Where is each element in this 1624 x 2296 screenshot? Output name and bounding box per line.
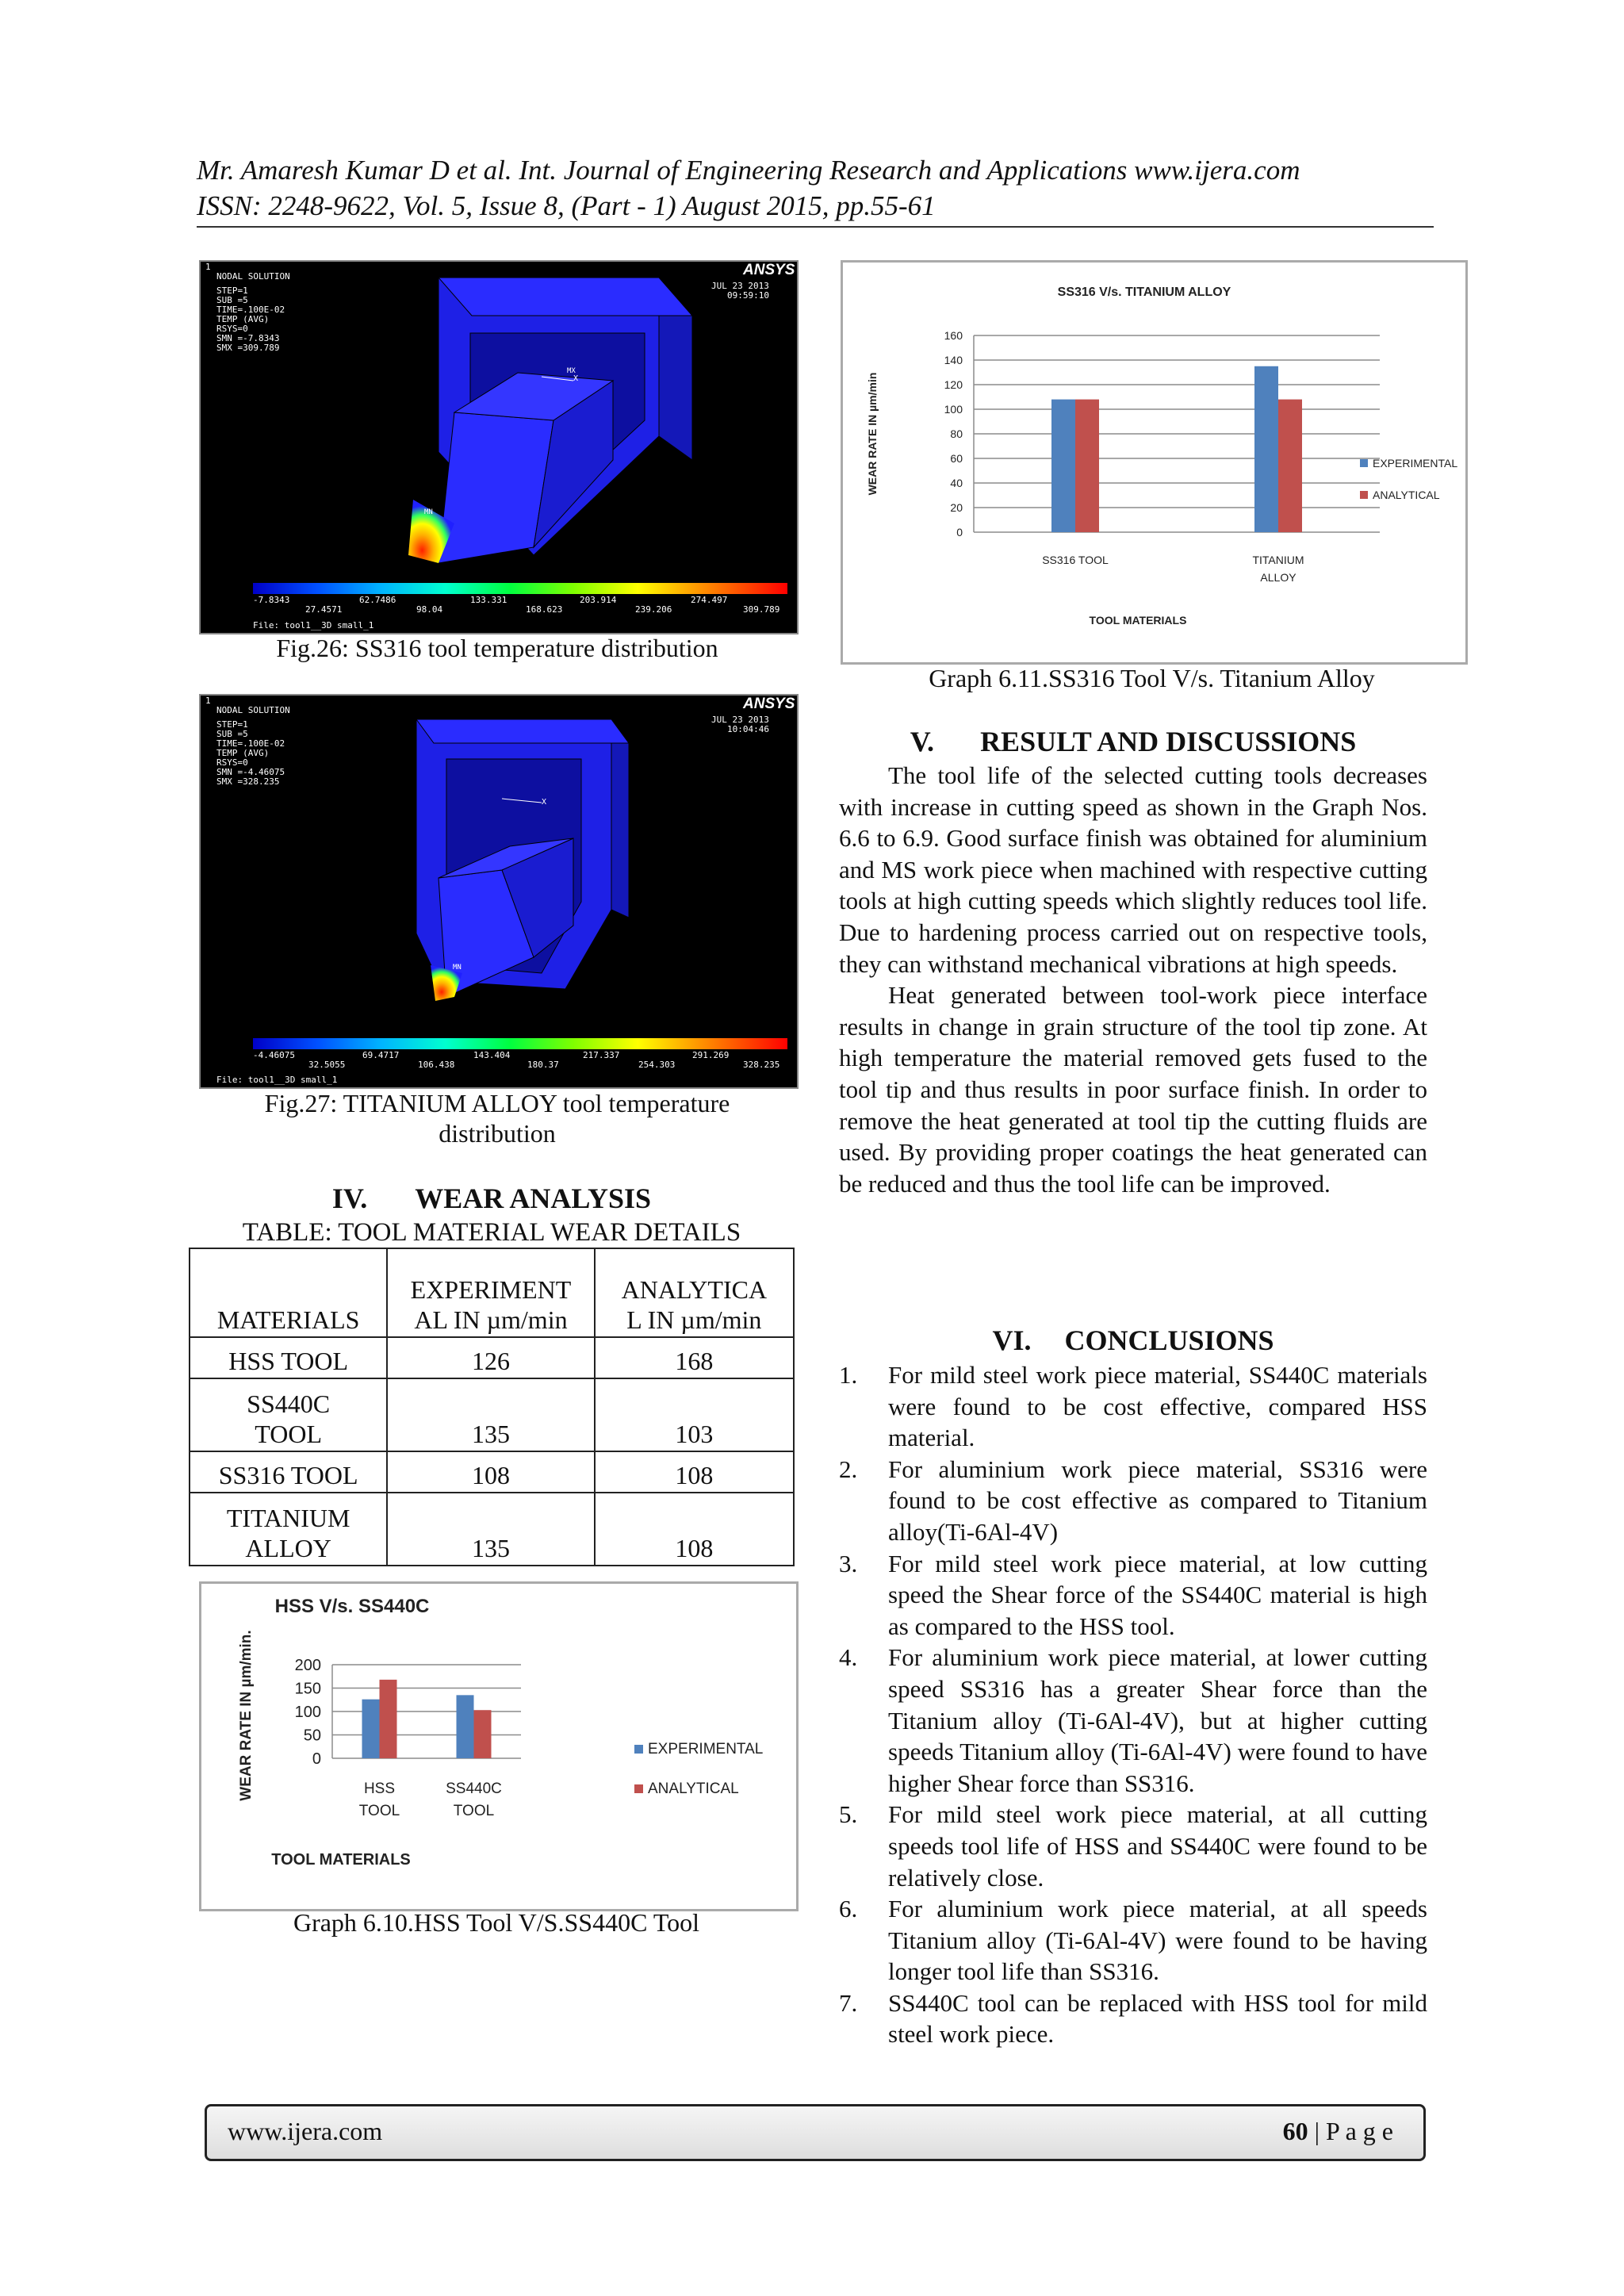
fig27-date: JUL 23 2013: [711, 715, 769, 725]
fig27-caption-line1: Fig.27: TITANIUM ALLOY tool temperature: [264, 1089, 730, 1117]
wear-table-title: TABLE: TOOL MATERIAL WEAR DETAILS: [242, 1218, 741, 1247]
fig27-info-4: TEMP (AVG): [216, 748, 270, 758]
wear-table-header-materials: MATERIALS: [190, 1248, 387, 1337]
fig27-scale-top-2: 143.404: [473, 1050, 511, 1060]
journal-citation: Mr. Amaresh Kumar D et al. Int. Journal of Engineering Research and Applications www.ijera.com: [197, 155, 1300, 186]
y-tick-label: 150: [294, 1680, 321, 1698]
table-cell-experimental: 108: [387, 1451, 594, 1493]
fig27-file: File: tool1__3D small_1: [216, 1075, 338, 1085]
fig27-time: 10:04:46: [727, 724, 769, 734]
table-cell-material: HSS TOOL: [190, 1337, 387, 1378]
fig27-scale-bottom-0: 32.5055: [308, 1060, 346, 1070]
bar-analytical-1: [1278, 400, 1302, 532]
chart-ss316-vs-titanium-svg: [843, 263, 1465, 662]
y-tick-label: 160: [944, 328, 963, 342]
category-label: SS440C: [446, 1780, 502, 1797]
fig26-date: JUL 23 2013: [711, 281, 769, 291]
fig26-info-7: SMX =309.789: [216, 343, 280, 353]
table-cell-material: TITANIUM ALLOY: [190, 1493, 387, 1566]
fig27-info-7: SMX =328.235: [216, 776, 280, 787]
conclusions-list: [839, 1359, 1427, 2050]
fig27-scale-top-1: 69.4717: [362, 1050, 400, 1060]
category-label: SS316 TOOL: [1042, 554, 1109, 566]
svg-text:1: 1: [205, 696, 211, 706]
fig27-scale-bottom-2: 180.37: [527, 1060, 559, 1070]
fig27-ansys-logo: ANSYS: [743, 696, 795, 712]
bar-experimental-0: [362, 1700, 380, 1758]
category-label: TOOL: [453, 1803, 495, 1819]
y-tick-label: 80: [950, 427, 963, 440]
fig27-scale-top-0: -4.46075: [253, 1050, 295, 1060]
table-row: [190, 1451, 794, 1493]
list-item: 4. For aluminium work piece material, at lower cutting speed SS316 has a greater Shear force than the Titanium alloy (Ti-6Al-4V), but at higher cutting speeds Titanium alloy (Ti-6Al-4V) were found to have higher Shear force than SS316.: [839, 1643, 1427, 1797]
bar-analytical-0: [380, 1680, 397, 1758]
list-item: 1. For mild steel work piece material, SS440C materials were found to be cost effective, compared HSS material.: [839, 1361, 1427, 1452]
fig27-scale-bottom-3: 254.303: [638, 1060, 676, 1070]
fig26-info-1: STEP=1: [216, 286, 248, 296]
legend-label-analytical: ANALYTICAL: [1373, 489, 1440, 501]
fig26-scale-top-2: 133.331: [470, 595, 508, 605]
fig26-scale-bottom-1: 98.04: [416, 604, 443, 615]
fig27-scale-bottom-4: 328.235: [743, 1060, 780, 1070]
x-axis-label: TOOL MATERIALS: [1089, 614, 1187, 627]
fig27-info-2: SUB =5: [216, 729, 248, 739]
fig27-info-1: STEP=1: [216, 719, 248, 730]
section-v-paragraph-2: Heat generated between tool-work piece interface results in change in grain structure of the tool tip zone. At high temperature the material removed gets fused to the tool tip and thus results in poor surface finish. In order to remove the heat generated at tool tip the cutting fluids are used. By providing proper coatings the heat generated can be reduced and thus the tool life can be improved.: [839, 981, 1427, 1198]
fig26-info-2: SUB =5: [216, 295, 248, 305]
table-row: [190, 1337, 794, 1378]
fig26-color-scale: [253, 583, 787, 594]
section-v-body: [839, 760, 1427, 1199]
table-cell-analytical: 108: [595, 1493, 794, 1566]
fig26-scale-top-4: 274.497: [691, 595, 728, 605]
table-cell-analytical: 108: [595, 1451, 794, 1493]
fig26-ansys-image: [199, 260, 799, 634]
fig26-scale-bottom-3: 239.206: [635, 604, 672, 615]
svg-text:X: X: [573, 374, 579, 383]
section-iv-title: WEAR ANALYSIS: [415, 1182, 652, 1214]
footer-page-number: 60 | P a g e: [1282, 2117, 1393, 2145]
table-cell-experimental: 126: [387, 1337, 594, 1378]
y-tick-label: 100: [944, 402, 963, 416]
fig26-info-3: TIME=.100E-02: [216, 305, 285, 315]
table-cell-experimental: 135: [387, 1378, 594, 1451]
fig26-info-0: NODAL SOLUTION: [216, 271, 290, 282]
chart-title: HSS V/s. SS440C: [274, 1596, 430, 1617]
table-cell-material: SS440C TOOL: [190, 1378, 387, 1451]
category-label: ALLOY: [1260, 571, 1297, 584]
category-label: TITANIUM: [1252, 554, 1304, 566]
wear-details-table: [189, 1248, 795, 1566]
graph-6-11-caption: Graph 6.11.SS316 Tool V/s. Titanium Alloy: [929, 664, 1375, 692]
bar-experimental-0: [1051, 400, 1075, 532]
fig26-scale-bottom-2: 168.623: [526, 604, 563, 615]
fig27-color-scale: [253, 1038, 787, 1049]
bar-analytical-0: [1075, 400, 1099, 532]
wear-table-header-analytical: ANALYTICA L IN µm/min: [595, 1248, 794, 1337]
chart-hss-vs-ss440c: [199, 1581, 799, 1911]
table-cell-analytical: 103: [595, 1378, 794, 1451]
fig26-info-5: RSYS=0: [216, 324, 248, 334]
fig27-ansys-image: [199, 694, 799, 1089]
wear-table-header-row: [190, 1248, 794, 1337]
page-footer: [205, 2104, 1426, 2161]
y-tick-label: 120: [944, 378, 963, 391]
fig26-file: File: tool1__3D small_1: [253, 620, 374, 631]
fig27-info-5: RSYS=0: [216, 757, 248, 768]
legend-swatch-experimental: [1360, 459, 1368, 467]
fig26-caption: Fig.26: SS316 tool temperature distribution: [276, 634, 718, 662]
fig27-caption: [199, 1088, 795, 1148]
fig26-scale-bottom-0: 27.4571: [305, 604, 343, 615]
legend-label-analytical: ANALYTICAL: [648, 1780, 739, 1797]
table-cell-experimental: 135: [387, 1493, 594, 1566]
x-axis-label: TOOL MATERIALS: [271, 1851, 411, 1869]
y-axis-label: WEAR RATE IN µm/min.: [238, 1630, 255, 1801]
table-cell-material: SS316 TOOL: [190, 1451, 387, 1493]
legend-swatch-analytical: [634, 1784, 643, 1793]
bar-analytical-1: [474, 1710, 492, 1758]
fig26-scale-top-0: -7.8343: [253, 595, 290, 605]
journal-issn: ISSN: 2248-9622, Vol. 5, Issue 8, (Part - 1) August 2015, pp.55-61: [197, 190, 936, 221]
fig27-info-6: SMN =-4.46075: [216, 767, 285, 777]
list-item: 7. SS440C tool can be replaced with HSS tool for mild steel work piece.: [839, 1988, 1427, 2049]
bar-experimental-1: [457, 1695, 474, 1758]
bar-experimental-1: [1254, 366, 1278, 532]
fig26-ansys-logo: ANSYS: [743, 262, 795, 278]
section-iv-number: IV.: [331, 1182, 368, 1214]
y-tick-label: 0: [312, 1750, 321, 1768]
fig27-scale-top-3: 217.337: [583, 1050, 620, 1060]
y-tick-label: 20: [950, 500, 963, 514]
category-label: TOOL: [358, 1803, 400, 1819]
fig27-scale-top-4: 291.269: [692, 1050, 730, 1060]
table-cell-analytical: 168: [595, 1337, 794, 1378]
table-row: [190, 1493, 794, 1566]
legend-swatch-experimental: [634, 1745, 643, 1754]
wear-table-header-experimental: EXPERIMENT AL IN µm/min: [387, 1248, 594, 1337]
category-label: HSS: [363, 1780, 396, 1797]
list-item: 3. For mild steel work piece material, at low cutting speed the Shear force of the SS440C material is high as compared to the HSS tool.: [839, 1549, 1427, 1640]
y-tick-label: 50: [303, 1727, 321, 1745]
section-iv-heading: [190, 1182, 793, 1215]
section-vi-heading: [839, 1324, 1427, 1357]
y-tick-label: 40: [950, 476, 963, 489]
section-v-title: RESULT AND DISCUSSIONS: [980, 726, 1357, 757]
y-axis-label: WEAR RATE IN µm/min: [866, 372, 879, 496]
fig26-scale-top-3: 203.914: [580, 595, 617, 605]
section-v-number: V.: [910, 726, 935, 757]
header-rule: [197, 226, 1434, 228]
fig26-mx-marker: MX: [567, 367, 576, 375]
fig26-info-6: SMN =-7.8343: [216, 333, 280, 343]
fig26-scale-top-1: 62.7486: [359, 595, 396, 605]
svg-text:X: X: [542, 798, 547, 807]
y-tick-label: 0: [956, 525, 963, 539]
graph-6-10-caption: Graph 6.10.HSS Tool V/S.SS440C Tool: [293, 1908, 700, 1937]
fig27-info-0: NODAL SOLUTION: [216, 705, 290, 715]
legend-swatch-analytical: [1360, 491, 1368, 499]
y-tick-label: 100: [294, 1704, 321, 1721]
section-vi-title: CONCLUSIONS: [1064, 1324, 1274, 1356]
footer-url[interactable]: www.ijera.com: [228, 2117, 383, 2145]
fig27-scale-bottom-1: 106.438: [418, 1060, 455, 1070]
y-tick-label: 60: [950, 451, 963, 465]
chart-title: SS316 V/s. TITANIUM ALLOY: [1057, 286, 1231, 299]
fig26-time: 09:59:10: [727, 290, 769, 301]
section-v-paragraph-1: The tool life of the selected cutting tools decreases with increase in cutting speed as shown in the Graph Nos. 6.6 to 6.9. Good surface finish was obtained for aluminium and MS work piece when machined with respective cutting tools at high cutting speeds which slightly reduces tool life. Due to hardening process carried out on respective tools, they can withstand mechanical vibrations at high speeds.: [839, 761, 1427, 978]
fig27-info-3: TIME=.100E-02: [216, 738, 285, 749]
chart-hss-vs-ss440c-svg: [201, 1584, 796, 1909]
fig26-scale-bottom-4: 309.789: [743, 604, 780, 615]
legend-label-experimental: EXPERIMENTAL: [1373, 457, 1458, 470]
y-tick-label: 200: [294, 1657, 321, 1674]
section-vi-number: VI.: [992, 1324, 1032, 1356]
list-item: 5. For mild steel work piece material, at all cutting speeds tool life of HSS and SS440C were found to be relatively close.: [839, 1800, 1427, 1892]
fig27-mn-marker: MN: [453, 964, 462, 972]
section-v-heading: [839, 725, 1427, 758]
svg-text:1: 1: [205, 262, 211, 272]
fig26-mn-marker: MN: [424, 508, 433, 516]
list-item: 2. For aluminium work piece material, SS316 were found to be cost effective as compared to Titanium alloy(Ti-6Al-4V): [839, 1455, 1427, 1546]
legend-label-experimental: EXPERIMENTAL: [648, 1741, 764, 1757]
y-tick-label: 140: [944, 353, 963, 366]
fig26-info-4: TEMP (AVG): [216, 314, 270, 324]
table-row: [190, 1378, 794, 1451]
list-item: 6. For aluminium work piece material, at all speeds Titanium alloy (Ti-6Al-4V) were found to be having longer tool life than SS316.: [839, 1895, 1427, 1986]
chart-ss316-vs-titanium: [841, 260, 1468, 665]
fig27-caption-line2: distribution: [439, 1119, 556, 1148]
